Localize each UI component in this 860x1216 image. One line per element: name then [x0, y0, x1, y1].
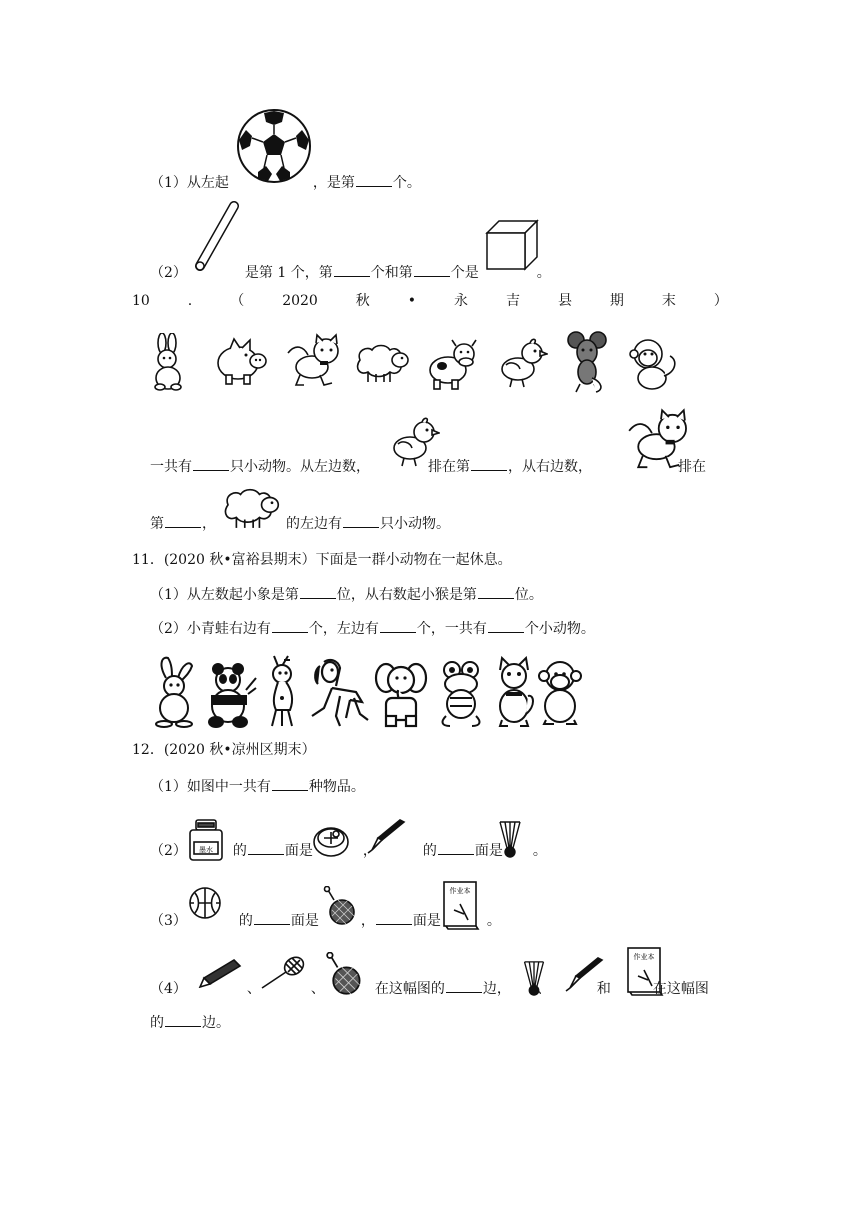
q12-line4-p2: 、: [246, 981, 261, 997]
answer-blank[interactable]: [438, 840, 474, 855]
answer-blank[interactable]: [446, 978, 482, 993]
q12-line3: [150, 910, 501, 931]
q10-line2-p2: ，: [202, 516, 216, 532]
q10-header-1: .: [187, 293, 193, 309]
q9-line2-suffix: 。: [536, 265, 551, 281]
q12-line4-p3: 、: [310, 981, 325, 997]
q12-line4-p5: 边，: [482, 981, 511, 997]
answer-blank[interactable]: [272, 618, 308, 633]
answer-blank[interactable]: [165, 1012, 201, 1027]
q12-line3-p6: 。: [486, 913, 501, 929]
q9-line1-suffix: 个。: [392, 175, 421, 191]
answer-blank[interactable]: [193, 456, 229, 471]
q10-header-3: 2020: [282, 293, 318, 309]
q10-line2: [150, 513, 450, 534]
chick-icon: [496, 337, 548, 389]
q10-header-8: 县: [557, 293, 572, 309]
cat-sitting-icon: [490, 656, 536, 728]
mouse-icon: [566, 330, 608, 394]
answer-blank[interactable]: [248, 840, 284, 855]
q12-line4-p4: 在这幅图的: [374, 981, 445, 997]
deer-icon: [260, 654, 306, 728]
answer-blank[interactable]: [478, 584, 514, 599]
frog-icon: [436, 658, 486, 728]
q9-line2: [150, 262, 551, 283]
q10-line1-p4: ，从右边数，: [508, 459, 592, 475]
pig-icon: [212, 335, 268, 387]
notebook-label: 作业本: [633, 953, 655, 961]
notebook-label: 作业本: [449, 887, 471, 895]
q11-line2-p2: 个，左边有: [308, 621, 379, 637]
q10-header-0: 10: [132, 293, 150, 309]
q10-header-6: 永: [454, 293, 468, 309]
q10-line1-p2: 只小动物。从左边数，: [230, 459, 370, 475]
q12-line2-p4: ，: [362, 843, 377, 859]
q10-header-10: 末: [661, 293, 676, 309]
q12-line2-p6: 面是: [474, 843, 503, 859]
q10-line2-p1: 第: [150, 516, 164, 532]
answer-blank[interactable]: [300, 584, 336, 599]
q10-header-11: ）: [713, 293, 728, 309]
answer-blank[interactable]: [343, 513, 379, 528]
q12-line5-p2: 边。: [202, 1015, 230, 1031]
q10-header: [132, 291, 728, 311]
cat-icon: [286, 333, 346, 391]
q12-line4: [150, 978, 709, 999]
q10-line1-p3: 排在第: [428, 459, 470, 475]
q9-line1-mid: ，是第: [312, 175, 355, 191]
q10-line1-p1: 一共有: [150, 459, 192, 475]
sheep-icon: [352, 342, 410, 384]
q9-line2-prefix: （2）: [150, 265, 187, 281]
q12-line4-p7: 和: [596, 981, 611, 997]
q12-line2-p7: 。: [532, 843, 547, 859]
q11-line1-p1: （1）从左数起小象是第: [150, 587, 299, 603]
rabbit-icon: [146, 333, 190, 391]
q12-line3-p5: 面是: [412, 913, 441, 929]
answer-blank[interactable]: [165, 513, 201, 528]
answer-blank[interactable]: [334, 262, 370, 277]
answer-blank[interactable]: [272, 776, 308, 791]
q10-line2-p3: 的左边有: [286, 516, 342, 532]
q12-line4-p6: 、: [536, 981, 551, 997]
q12-line1: [150, 776, 365, 797]
q12-line5-p1: 的: [150, 1015, 164, 1031]
q12-line2: [150, 840, 547, 861]
q12-line3-p1: （3）: [150, 913, 187, 929]
q11-line2: [150, 618, 595, 639]
monkey-icon: [536, 658, 586, 726]
q12-line3-p4: ，: [360, 913, 375, 929]
q12-line5: [150, 1012, 230, 1033]
q12-line1-p1: （1）如图中一共有: [150, 779, 271, 795]
rabbit-icon: [152, 654, 198, 728]
q12-line2-p5: 的: [422, 843, 437, 859]
cow-icon: [424, 336, 480, 392]
answer-blank[interactable]: [414, 262, 450, 277]
answer-blank[interactable]: [254, 910, 290, 925]
q9-line2-mid3: 个是: [450, 265, 479, 281]
q12-line3-p3: 面是: [290, 913, 319, 929]
q9-line2-mid2: 个和第: [370, 265, 413, 281]
elephant-icon: [372, 656, 430, 728]
answer-blank[interactable]: [376, 910, 412, 925]
q12-line3-p2: 的: [238, 913, 253, 929]
answer-blank[interactable]: [488, 618, 524, 633]
q12-line2-p1: （2）: [150, 843, 187, 859]
q12-line2-p3: 面是: [284, 843, 313, 859]
q10-header-2: （: [230, 293, 245, 309]
monkey-icon: [628, 336, 680, 392]
answer-blank[interactable]: [380, 618, 416, 633]
q11-line2-p4: 个小动物。: [524, 621, 595, 637]
q9-line1: [150, 172, 421, 193]
ink-bottle-label: 墨水: [199, 846, 213, 854]
q9-line1-prefix: （1）从左起: [150, 175, 229, 191]
q10-line1-p5: 排在: [678, 459, 706, 475]
q12-line1-p2: 种物品。: [308, 779, 365, 795]
horse-icon: [306, 656, 370, 728]
q10-header-5: •: [407, 293, 417, 309]
answer-blank[interactable]: [471, 456, 507, 471]
q11-line2-p3: 个，一共有: [416, 621, 487, 637]
q10-header-9: 期: [609, 293, 624, 309]
q11-line2-p1: （2）小青蛙右边有: [150, 621, 271, 637]
q12-line4-p8: 在这幅图: [652, 981, 709, 997]
q12-line2-p2: 的: [232, 843, 247, 859]
q11-title: 11．(2020 秋•富裕县期末）下面是一群小动物在一起休息。: [132, 552, 512, 568]
q10-header-4: 秋: [355, 293, 370, 309]
answer-blank[interactable]: [356, 172, 392, 187]
q11-line1-p3: 位。: [514, 587, 543, 603]
q9-line2-mid1: 是第 1 个，第: [244, 265, 333, 281]
q12-title: 12．(2020 秋•凉州区期末）: [132, 742, 316, 758]
q10-line1: [150, 456, 706, 477]
q11-line1: [150, 584, 543, 605]
q12-line4-p1: （4）: [150, 981, 187, 997]
q10-line2-p4: 只小动物。: [380, 516, 450, 532]
panda-icon: [202, 660, 258, 728]
q11-line1-p2: 位，从右数起小猴是第: [336, 587, 477, 603]
q10-header-7: 吉: [505, 293, 520, 309]
